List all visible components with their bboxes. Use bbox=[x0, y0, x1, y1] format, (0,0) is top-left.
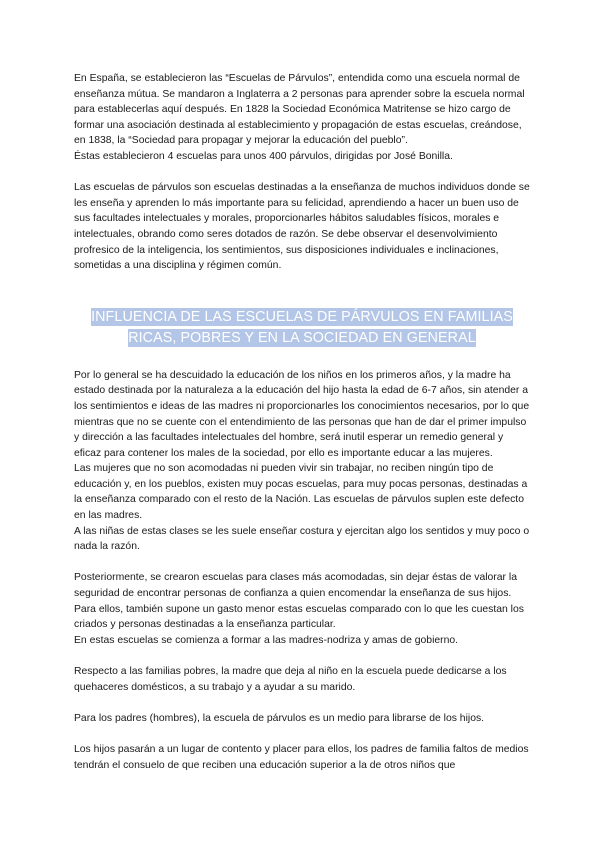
paragraph-definicion-escuelas: Las escuelas de párvulos son escuelas destinadas a la enseñanza de muchos individuos donde se les enseña y aprenden lo más importante para su felicidad, aprendiendo a hacer un buen uso de sus facultades intelectuales y morales, proporcionarles hábitos saludables físicos, morales e intelectuales, obrando como seres dotados de razón. Se debe observar el desenvolvimiento profresico de la inteligencia, los sentimientos, sus disposiciones individuales e inclinaciones, sometidas a una disciplina y régimen común. bbox=[74, 182, 530, 272]
paragraph-spacer bbox=[74, 648, 530, 664]
section-heading-block bbox=[74, 307, 530, 349]
paragraph-clases-acomodadas: Posteriormente, se crearon escuelas para clases más acomodadas, sin dejar éstas de valorar la seguridad de encontrar personas de confianza a quien encomendar la enseñanza de sus hijos. Para ellos, también supone un gasto menor estas escuelas comparado con lo que les cuestan los criados y personas destinadas a la enseñanza particular. bbox=[74, 572, 524, 631]
paragraph-familias-pobres: Respecto a las familias pobres, la madre que deja al niño en la escuela puede dedicarse a los quehaceres domésticos, a su trabajo y a ayudar a su marido. bbox=[74, 666, 507, 693]
paragraph-jose-bonilla: Éstas establecieron 4 escuelas para unos 400 párvulos, dirigidas por José Bonilla. bbox=[74, 150, 453, 162]
paragraph-spacer bbox=[74, 555, 530, 571]
paragraph-hijos: Los hijos pasarán a un lugar de contento y placer para ellos, los padres de familia faltos de medios tendrán el consuelo de que reciben una educación superior a la de otros niños que bbox=[74, 743, 529, 771]
paragraph-ninas: A las niñas de estas clases se les suele enseñar costura y ejercitan algo los sentidos y muy poco o nada la razón. bbox=[74, 525, 530, 553]
section-heading: INFLUENCIA DE LAS ESCUELAS DE PÁRVULOS EN FAMILIAS RICAS, POBRES Y EN LA SOCIEDAD EN GENERAL bbox=[91, 308, 513, 346]
document-body bbox=[74, 71, 530, 773]
paragraph-madres-nodriza: En estas escuelas se comienza a formar a las madres-nodriza y amas de gobierno. bbox=[74, 634, 459, 646]
paragraph-mujeres-no-acomodadas: Las mujeres que no son acomodadas ni pueden vivir sin trabajar, no reciben ningún tipo de educación y, en los pueblos, existen muy pocas escuelas, para muy pocas personas, destinadas a la enseñanza comparado con el resto de la Nación. Las escuelas de párvulos suplen este defecto en las madres. bbox=[74, 463, 528, 522]
paragraph-spacer bbox=[74, 726, 530, 742]
section-spacer bbox=[74, 274, 530, 307]
paragraph-spacer bbox=[74, 165, 530, 181]
paragraph-spacer bbox=[74, 695, 530, 711]
paragraph-padres: Para los padres (hombres), la escuela de párvulos es un medio para librarse de los hijos. bbox=[74, 712, 485, 724]
paragraph-educacion-mujeres: Por lo general se ha descuidado la educación de los niños en los primeros años, y la madre ha estado destinada por la naturaleza a la educación del hijo hasta la edad de 6-7 años, sin atender a los sentimientos e ideas de las madres ni proporcionarles los conocimientos necesarios, por lo que mientras que no se cuente con el entendimiento de las personas que han de dar el primer impulso y dirección a las facultades intelectuales del hombre, será inutil esperar un remedio general y eficaz para contener los males de la sociedad, por ello es importante educar a las mujeres. bbox=[74, 369, 530, 459]
paragraph-escuelas-espana: En España, se establecieron las “Escuelas de Párvulos”, entendida como una escuela normal de enseñanza mútua. Se mandaron a Inglaterra a 2 personas para aprender sobre la escuela normal para establecerlas aquí después. En 1828 la Sociedad Económica Matritense se hizo cargo de formar una asociación destinada al establecimiento y propagación de estas escuelas, creándose, en 1838, la “Sociedad para propagar y mejorar la educación del pueblo”. bbox=[74, 73, 525, 147]
